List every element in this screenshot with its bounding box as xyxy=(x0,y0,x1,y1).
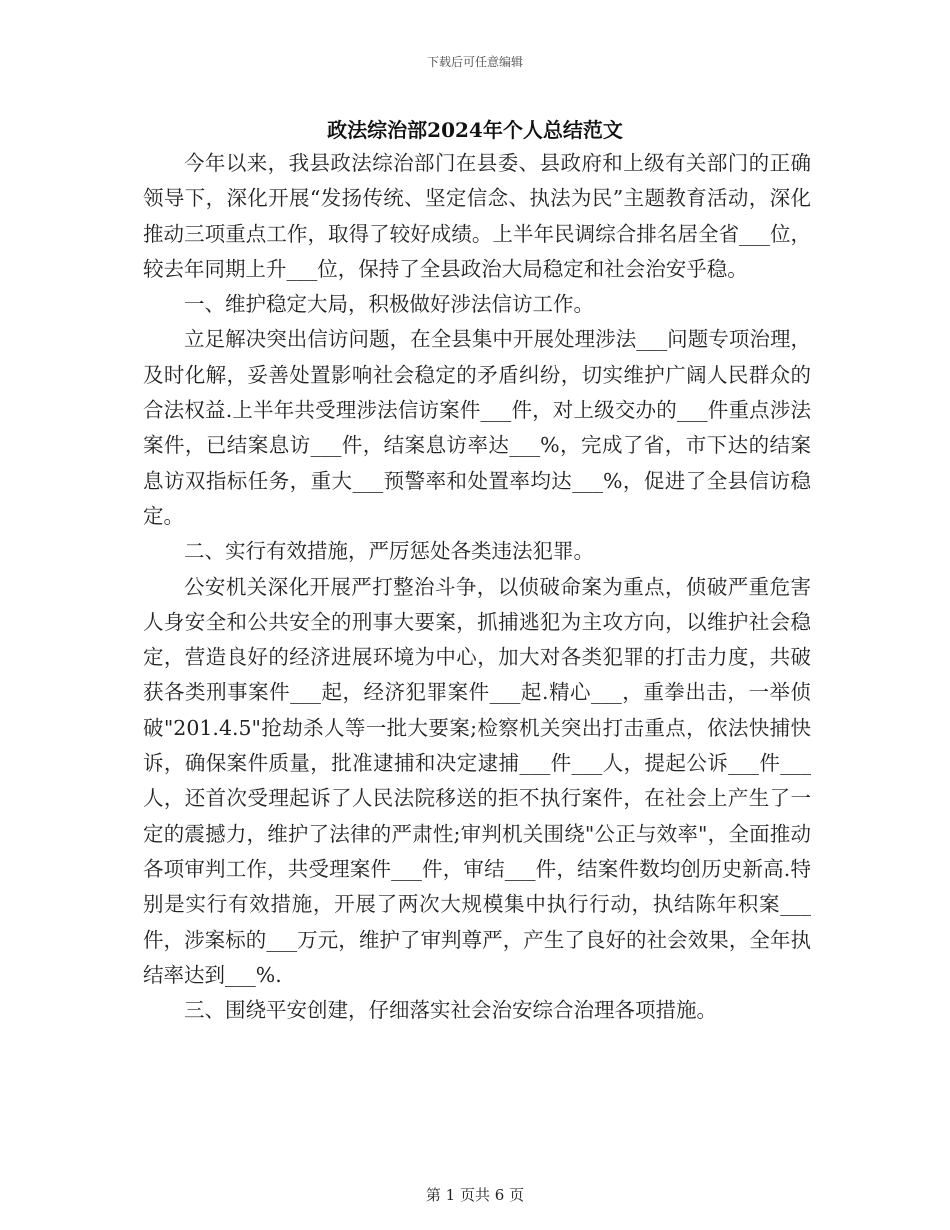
page-footer: 第 1 页共 6 页 xyxy=(425,1186,525,1204)
page-header: 下载后可任意编辑 xyxy=(426,55,523,69)
paragraph-petition: 立足解决突出信访问题，在全县集中开展处理涉法___问题专项治理，及时化解，妥善处置影响社会稳定的矛盾纠纷，切实维护广阔人民群众的合法权益.上半年共受理涉法信访案件___件，对上级交办的___件重点涉法案件，已结案息访___件，结案息访率达___%，完成了省，市下达的结案息访双指标任务，重大___预警率和处置率均达___%，促进了全县信访稳定。 xyxy=(143,327,811,528)
document-title: 政法综治部2024年个人总结范文 xyxy=(327,118,623,142)
section-heading-3: 三、围绕平安创建，仔细落实社会治安综合治理各项措施。 xyxy=(184,998,717,1023)
section-heading-1: 一、维护稳定大局，积极做好涉法信访工作。 xyxy=(184,292,594,317)
paragraph-crime: 公安机关深化开展严打整治斗争，以侦破命案为重点，侦破严重危害人身安全和公共安全的刑事大要案，抓捕逃犯为主攻方向，以维护社会稳定，营造良好的经济进展环境为中心，加大对各类犯罪的打击力度，共破获各类刑事案件___起，经济犯罪案件___起.精心___，重拳出击，一举侦破"201.4.5"抢劫杀人等一批大要案;检察机关突出打击重点，依法快捕快诉，确保案件质量，批准逮捕和决定逮捕___件___人，提起公诉___件___人，还首次受理起诉了人民法院移送的拒不执行案件，在社会上产生了一定的震撼力，维护了法律的严肃性;审判机关围绕"公正与效率"，全面推动各项审判工作，共受理案件___件，审结___件，结案件数均创历史新高.特别是实行有效措施，开展了两次大规模集中执行行动，执结陈年积案___件，涉案标的___万元，维护了审判尊严，产生了良好的社会效果，全年执结率达到___%. xyxy=(143,574,811,987)
document-body xyxy=(143,146,811,1028)
paragraph-intro: 今年以来，我县政法综治部门在县委、县政府和上级有关部门的正确领导下，深化开展“发扬传统、坚定信念、执法为民”主题教育活动，深化推动三项重点工作，取得了较好成绩。上半年民调综合排名居全省___位，较去年同期上升___位，保持了全县政治大局稳定和社会治安乎稳。 xyxy=(143,151,811,281)
section-heading-2: 二、实行有效措施，严厉惩处各类违法犯罪。 xyxy=(184,539,594,564)
